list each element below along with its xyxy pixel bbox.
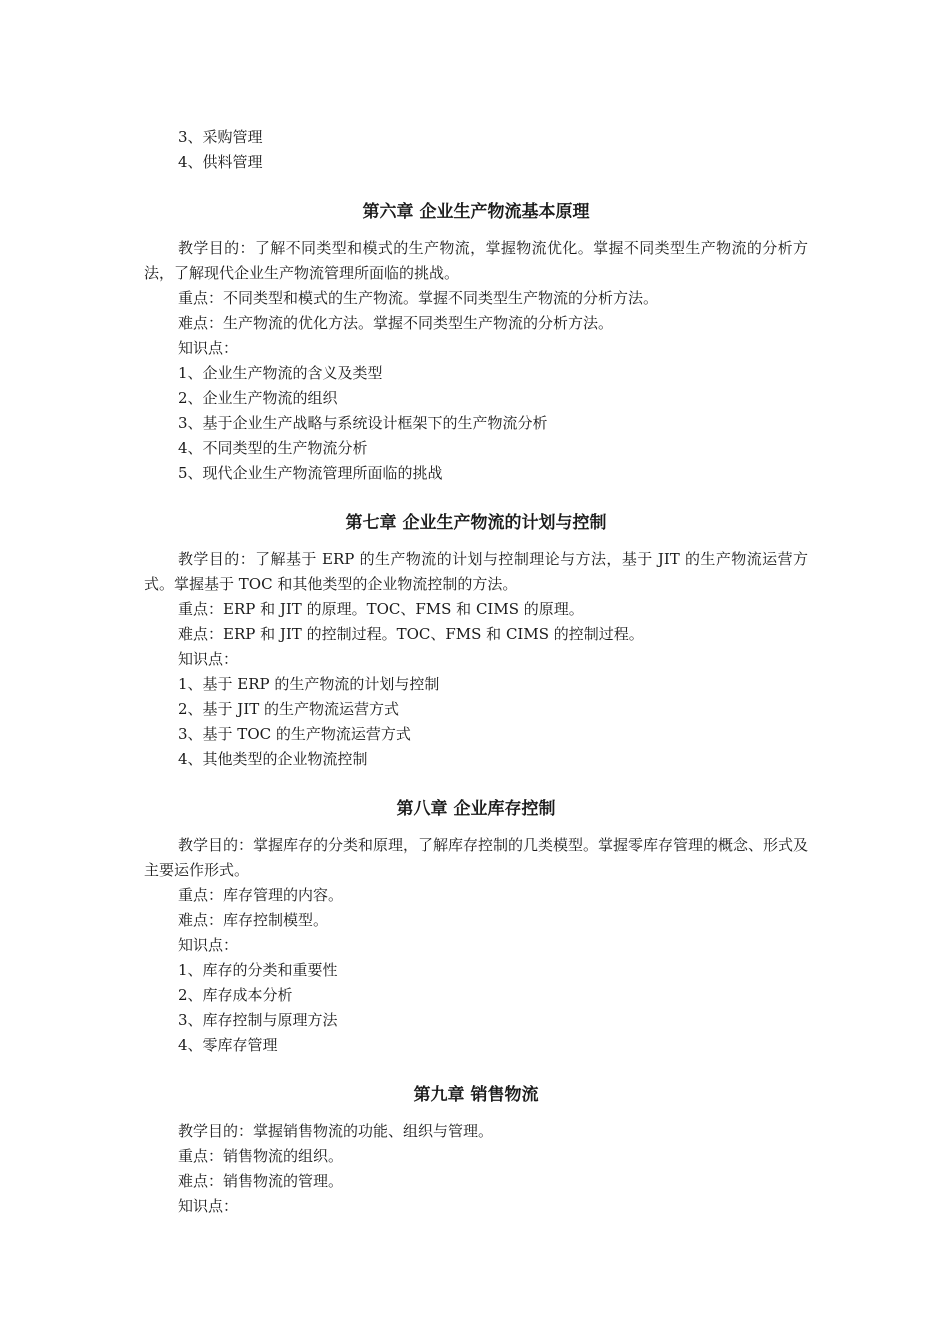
teaching-objective: 教学目的：了解不同类型和模式的生产物流，掌握物流优化。掌握不同类型生产物流的分析方法，了解现代企业生产物流管理所面临的挑战。 [144, 239, 808, 282]
knowledge-label: 知识点： [178, 1197, 239, 1215]
key-points: 重点：ERP 和 JIT 的原理。TOC、FMS 和 CIMS 的原理。 [178, 600, 584, 618]
chapter-title: 第九章 销售物流 [413, 1085, 539, 1105]
list-item: 2、基于 JIT 的生产物流运营方式 [178, 700, 400, 718]
list-item: 4、其他类型的企业物流控制 [178, 750, 368, 768]
difficulties: 难点：库存控制模型。 [178, 911, 329, 929]
difficulties: 难点：ERP 和 JIT 的控制过程。TOC、FMS 和 CIMS 的控制过程。 [178, 625, 644, 643]
list-item: 4、不同类型的生产物流分析 [178, 439, 368, 457]
list-item: 3、采购管理 [178, 128, 263, 146]
teaching-objective: 教学目的：掌握库存的分类和原理，了解库存控制的几类模型。掌握零库存管理的概念、形式及主要运作形式。 [144, 836, 809, 879]
chapter-section [144, 1083, 808, 1219]
list-item: 2、库存成本分析 [178, 986, 293, 1004]
knowledge-label: 知识点： [178, 650, 239, 668]
chapter-section [144, 511, 808, 772]
list-item: 1、企业生产物流的含义及类型 [178, 364, 383, 382]
list-item: 5、现代企业生产物流管理所面临的挑战 [178, 464, 443, 482]
list-item: 1、基于 ERP 的生产物流的计划与控制 [178, 675, 440, 693]
chapter-title: 第八章 企业库存控制 [396, 799, 556, 819]
document-page [144, 125, 808, 1219]
list-item: 3、基于企业生产战略与系统设计框架下的生产物流分析 [178, 414, 548, 432]
difficulties: 难点：销售物流的管理。 [178, 1172, 344, 1190]
knowledge-label: 知识点： [178, 339, 239, 357]
intro-list [144, 125, 808, 175]
key-points: 重点：不同类型和模式的生产物流。掌握不同类型生产物流的分析方法。 [178, 289, 659, 307]
chapter-title: 第六章 企业生产物流基本原理 [362, 202, 590, 222]
key-points: 重点：销售物流的组织。 [178, 1147, 344, 1165]
chapter-section [144, 797, 808, 1058]
chapter-title: 第七章 企业生产物流的计划与控制 [345, 513, 607, 533]
list-item: 4、供料管理 [178, 153, 263, 171]
list-item: 3、库存控制与原理方法 [178, 1011, 338, 1029]
teaching-objective: 教学目的：掌握销售物流的功能、组织与管理。 [178, 1122, 494, 1140]
difficulties: 难点：生产物流的优化方法。掌握不同类型生产物流的分析方法。 [178, 314, 614, 332]
chapter-section [144, 200, 808, 486]
list-item: 1、库存的分类和重要性 [178, 961, 338, 979]
teaching-objective: 教学目的：了解基于 ERP 的生产物流的计划与控制理论与方法，基于 JIT 的生产物流运营方式。掌握基于 TOC 和其他类型的企业物流控制的方法。 [144, 550, 808, 593]
key-points: 重点：库存管理的内容。 [178, 886, 344, 904]
knowledge-label: 知识点： [178, 936, 239, 954]
list-item: 4、零库存管理 [178, 1036, 278, 1054]
list-item: 2、企业生产物流的组织 [178, 389, 338, 407]
list-item: 3、基于 TOC 的生产物流运营方式 [178, 725, 411, 743]
